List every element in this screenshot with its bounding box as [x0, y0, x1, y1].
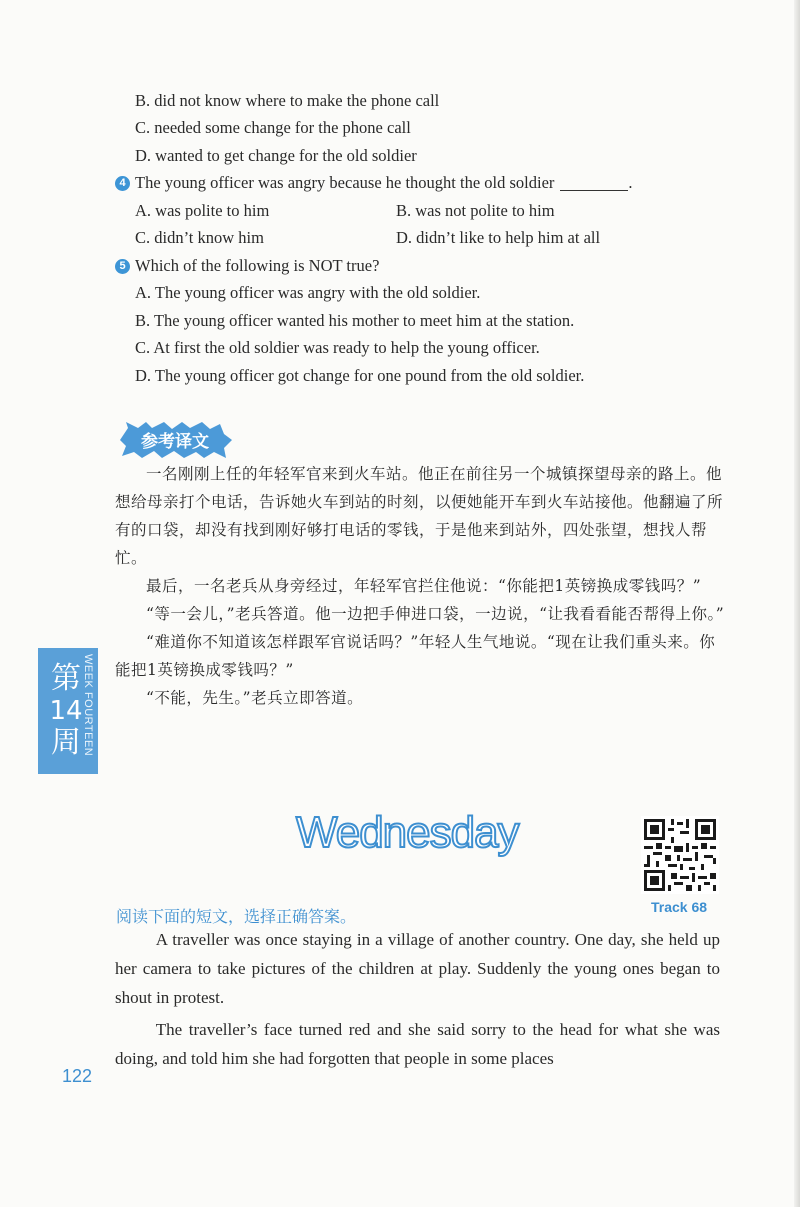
q3-option-b: B. did not know where to make the phone call — [135, 91, 440, 110]
translation-paragraph: “难道你不知道该怎样跟军官说话吗？”年轻人生气地说。“现在让我们重头来。你能把1英镑换成零钱吗？” — [115, 633, 716, 679]
week-label-en: WEEK FOURTEEN — [82, 654, 94, 757]
question-end: . — [628, 173, 633, 192]
question-stem: Which of the following is NOT true? — [135, 256, 380, 275]
q5-option-d: D. The young officer got change for one pound from the old soldier. — [135, 366, 585, 385]
q5-option-a: A. The young officer was angry with the old soldier. — [135, 283, 481, 302]
week-char: 周 — [51, 725, 81, 760]
answer-blank — [560, 176, 628, 191]
translation-paragraph: 一名刚刚上任的年轻军官来到火车站。他正在前往另一个城镇探望母亲的路上。他想给母亲打个电话，告诉她火车到站的时刻，以便她能开车到火车站接他。他翻遍了所有的口袋，却没有找到刚好够打电话的零钱，于是他来到站外，四处张望，想找人帮忙。 — [115, 465, 724, 567]
page-edge — [794, 0, 800, 1207]
qr-code-icon — [641, 816, 719, 894]
translation-paragraph: 最后，一名老兵从身旁经过，年轻军官拦住他说：“你能把1英镑换成零钱吗？” — [146, 577, 702, 595]
translation-text — [115, 460, 725, 712]
question-4 — [115, 173, 633, 193]
q5-option-c: C. At first the old soldier was ready to help the young officer. — [135, 338, 540, 357]
translation-badge-label: 参考译文 — [141, 432, 209, 452]
reading-passage — [115, 925, 720, 1073]
translation-paragraph: “等一会儿，”老兵答道。他一边把手伸进口袋，一边说，“让我看看能否帮得上你。” — [146, 605, 725, 623]
section-title: Wednesday — [296, 808, 519, 857]
q4-option-c: C. didn’t know him — [135, 228, 264, 247]
page-number: 122 — [62, 1066, 93, 1086]
passage-paragraph: The traveller’s face turned red and she said sorry to the head for what she was doing, and told him she had forgotten that people in some places — [115, 1020, 720, 1068]
q4-option-d: D. didn’t like to help him at all — [396, 228, 601, 247]
week-label-cn — [48, 648, 84, 774]
question-5 — [115, 256, 379, 276]
week-char: 第 — [51, 661, 81, 696]
question-number-badge: 4 — [115, 176, 130, 191]
q4-option-b: B. was not polite to him — [396, 201, 555, 220]
translation-badge — [116, 420, 234, 460]
question-number-badge: 5 — [115, 259, 130, 274]
q3-option-c: C. needed some change for the phone call — [135, 118, 411, 137]
week-side-tab — [38, 648, 98, 774]
track-label: Track 68 — [651, 899, 708, 915]
q5-option-b: B. The young officer wanted his mother to meet him at the station. — [135, 311, 575, 330]
translation-paragraph: “不能，先生。”老兵立即答道。 — [146, 689, 364, 707]
question-stem: The young officer was angry because he thought the old soldier — [135, 173, 555, 192]
passage-paragraph: A traveller was once staying in a village of another country. One day, she held up her camera to take pictures of the children at play. Suddenly the young ones began to shout in protest. — [115, 930, 720, 1007]
q3-option-d: D. wanted to get change for the old soldier — [135, 146, 417, 165]
reading-instruction: 阅读下面的短文，选择正确答案。 — [116, 907, 357, 926]
week-number: 14 — [49, 696, 83, 726]
q4-option-a: A. was polite to him — [135, 201, 270, 220]
